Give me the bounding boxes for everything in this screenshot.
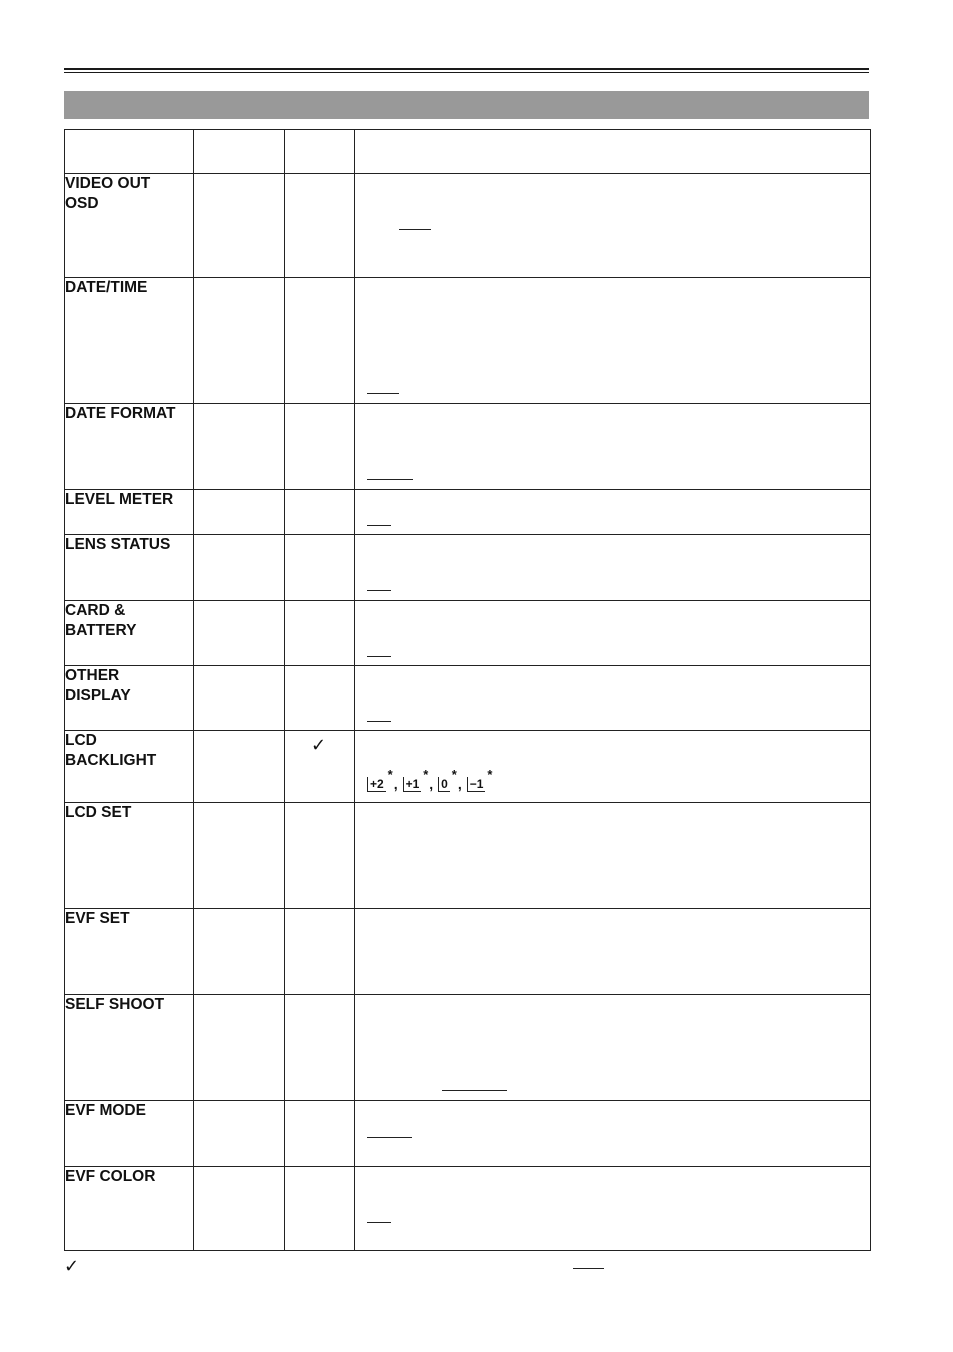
cell [285,803,355,909]
backlight-icons [367,767,493,792]
item-name [65,535,194,601]
item-name [65,278,194,404]
description-cell [355,535,871,601]
description-cell [355,731,871,803]
icon-star: * [487,767,493,782]
cell [285,909,355,995]
table-row [65,995,871,1101]
icon-label: +1 [405,777,420,791]
default-underline [367,656,391,657]
backlight-zero-icon [438,767,457,792]
menu-items-table [64,129,871,1251]
table-row [65,666,871,731]
description-cell [355,803,871,909]
cell [285,404,355,490]
table-row [65,535,871,601]
item-line: OTHER [65,667,120,684]
cell [194,995,285,1101]
item-line: BACKLIGHT [65,752,157,769]
backlight-minus1-icon [467,767,493,792]
header-cell-scene [194,130,285,174]
default-underline [367,393,399,394]
description-cell [355,601,871,666]
default-underline [442,1090,507,1091]
cell [194,803,285,909]
header-cell-item [65,130,194,174]
item-line: DISPLAY [65,687,131,704]
icon-label: −1 [469,777,484,791]
item-name [65,1167,194,1251]
icon-label: 0 [441,777,448,791]
table-row [65,278,871,404]
item-line: VIDEO OUT [65,175,151,192]
cell [285,1101,355,1167]
cell [285,601,355,666]
item-line: CARD & [65,602,126,619]
footnote-default-underline [573,1268,604,1269]
table-header-row [65,130,871,174]
description-cell [355,278,871,404]
default-underline [367,721,391,722]
separator: , [457,776,462,792]
default-underline [367,1137,412,1138]
cell [194,490,285,535]
item-line: BATTERY [65,622,137,639]
item-name [65,995,194,1101]
table-row [65,1101,871,1167]
cell [194,909,285,995]
backlight-plus1-icon [403,767,429,792]
table-row [65,490,871,535]
table-row [65,731,871,803]
item-line: OSD [65,195,99,212]
item-name [65,666,194,731]
item-line: LCD [65,732,97,749]
default-underline [367,590,391,591]
description-cell [355,666,871,731]
cell [285,490,355,535]
cell [285,278,355,404]
userfile-cell [285,731,355,803]
cell [194,1167,285,1251]
item-name [65,490,194,535]
item-name [65,1101,194,1167]
item-line: LENS STATUS [65,536,171,553]
header-rule-thick [64,68,869,70]
cell [194,404,285,490]
item-name [65,731,194,803]
cell [194,535,285,601]
table-row [65,404,871,490]
item-line: EVF SET [65,910,130,927]
default-underline [367,1222,391,1223]
item-line: EVF MODE [65,1102,146,1119]
description-cell [355,1101,871,1167]
icon-star: * [423,767,429,782]
default-underline [367,479,413,480]
cell [285,535,355,601]
description-cell [355,174,871,278]
cell [285,995,355,1101]
cell [285,174,355,278]
icon-label: +2 [370,777,384,791]
item-name [65,404,194,490]
description-cell [355,909,871,995]
item-line: DATE/TIME [65,279,148,296]
description-cell [355,995,871,1101]
header-cell-userfile [285,130,355,174]
header-rule-thin [64,72,869,73]
item-name [65,174,194,278]
item-line: DATE FORMAT [65,405,176,422]
section-title-bar [64,91,869,119]
item-name [65,909,194,995]
backlight-plus2-icon [367,767,393,792]
description-cell [355,490,871,535]
item-line: EVF COLOR [65,1168,156,1185]
cell [194,278,285,404]
separator: , [429,776,434,792]
icon-star: * [387,767,393,782]
item-line: SELF SHOOT [65,996,165,1013]
separator: , [393,776,398,792]
cell [194,601,285,666]
table-row [65,601,871,666]
table-row [65,803,871,909]
table-row [65,174,871,278]
description-cell [355,404,871,490]
item-name [65,601,194,666]
description-cell [355,1167,871,1251]
cell [194,731,285,803]
check-mark-icon: ✓ [311,735,327,755]
table-row [65,909,871,995]
item-name [65,803,194,909]
header-cell-description [355,130,871,174]
item-line: LCD SET [65,804,132,821]
footnote-check-mark-icon: ✓ [64,1256,80,1276]
cell [194,174,285,278]
cell [285,1167,355,1251]
default-underline [399,229,431,230]
cell [194,666,285,731]
item-line: LEVEL METER [65,491,174,508]
icon-star: * [451,767,457,782]
cell [194,1101,285,1167]
cell [285,666,355,731]
default-underline [367,525,391,526]
table-row [65,1167,871,1251]
